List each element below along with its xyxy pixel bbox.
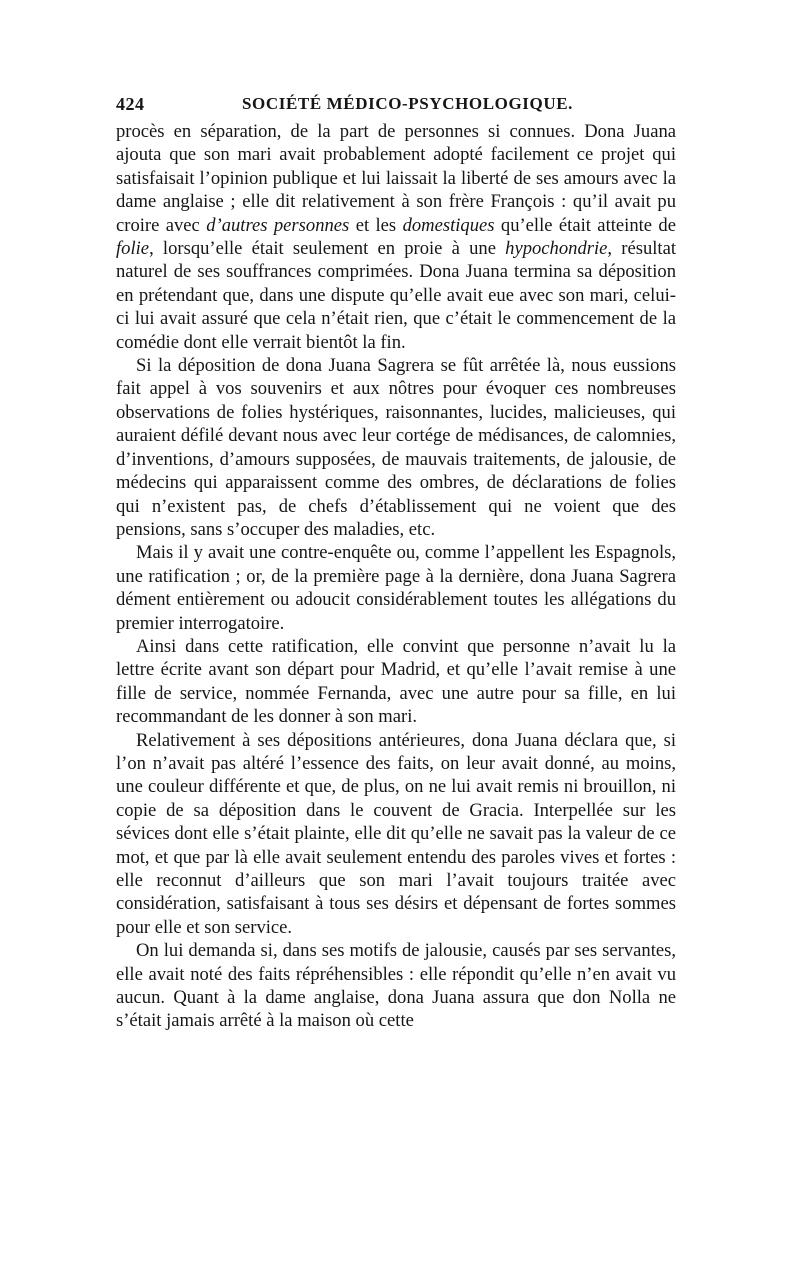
paragraph-5: Relativement à ses dépositions antérieures, dona Juana déclara que, si l’on n’avait pas altéré l’essence des faits, on leur avait donné, au moins, une couleur différente et que, de plus, on ne lui avait remis ni brouillon, ni copie de sa déposition dans le couvent de Gracia. Interpellée sur les sévices dont elle s’était plainte, elle dit qu’elle ne savait pas la valeur de ce mot, et que par là elle avait seulement entendu des paroles vives et fortes : elle reconnut d’ailleurs que son mari l’avait toujours traitée avec considération, satisfaisant à tous ses désirs et dépensant de fortes sommes pour elle et son service. — [116, 729, 676, 938]
paragraph-1-text-e: , résultat naturel de ses souffrances comprimées. Dona Juana termina sa déposition en prétendant que, dans une dispute qu’elle avait eue avec son mari, celui-ci lui avait assuré que cela n’était rien, que c’était le commencement de la comédie dont elle verrait bientôt la fin. — [116, 238, 676, 353]
paragraph-1-italic-c: folie — [116, 238, 150, 260]
running-header — [116, 88, 676, 120]
paragraph-6: On lui demanda si, dans ses motifs de jalousie, causés par ses servantes, elle avait noté des faits répréhensibles : elle répondit qu’elle n’en avait vu aucun. Quant à la dame anglaise, dona Juana assura que don Nolla ne s’était jamais arrêté à la maison où cette — [116, 940, 676, 1032]
paragraph-1-italic-d: hypochondrie — [505, 238, 608, 260]
paragraph-1-text-a: procès en séparation, de la part de personnes si connues. Dona Juana ajouta que son mari avait probablement adopté facilement ce projet qui satisfaisait l’opinion publique et lui laissait la liberté de ses amours avec la dame anglaise ; elle dit relativement à son frère François : qu’il avait pu croire avec — [116, 121, 676, 236]
page-number: 424 — [116, 94, 145, 114]
paragraph-2: Si la déposition de dona Juana Sagrera se fût arrêtée là, nous eussions fait appel à vos souvenirs et aux nôtres pour évoquer ces nombreuses observations de folies hystériques, raisonnantes, lucides, malicieuses, qui auraient défilé devant nous avec leur cortége de médisances, de calomnies, d’inventions, d’amours supposées, de mauvais traitements, de jalousie, de médecins qui apparaissent comme des ombres, de déclarations de folies qui n’existent pas, de chefs d’établissement qui ne voient que des pensions, sans s’occuper des maladies, etc. — [116, 355, 676, 540]
body-text — [116, 120, 676, 1033]
paragraph-1-text-d: , lorsqu’elle était seulement en proie à une — [149, 238, 506, 260]
paragraph-1-italic-b: domestiques — [402, 214, 495, 236]
book-page — [116, 88, 676, 1033]
paragraph-1-text-b: et les — [349, 214, 403, 236]
paragraph-3: Mais il y avait une contre-enquête ou, comme l’appellent les Espagnols, une ratification ; or, de la première page à la dernière, dona Juana Sagrera dément entièrement ou adoucit considérablement toutes les allégations du premier interrogatoire. — [116, 542, 676, 634]
paragraph-1 — [116, 120, 676, 354]
running-title: SOCIÉTÉ MÉDICO-PSYCHOLOGIQUE. — [242, 94, 574, 113]
paragraph-1-text-c: qu’elle était atteinte de — [494, 214, 676, 236]
paragraph-4: Ainsi dans cette ratification, elle convint que personne n’avait lu la lettre écrite avant son départ pour Madrid, et qu’elle l’avait remise à une fille de service, nommée Fernanda, avec une autre pour sa fille, en lui recommandant de les donner à son mari. — [116, 635, 676, 728]
paragraph-1-italic-a: d’autres personnes — [206, 214, 350, 236]
